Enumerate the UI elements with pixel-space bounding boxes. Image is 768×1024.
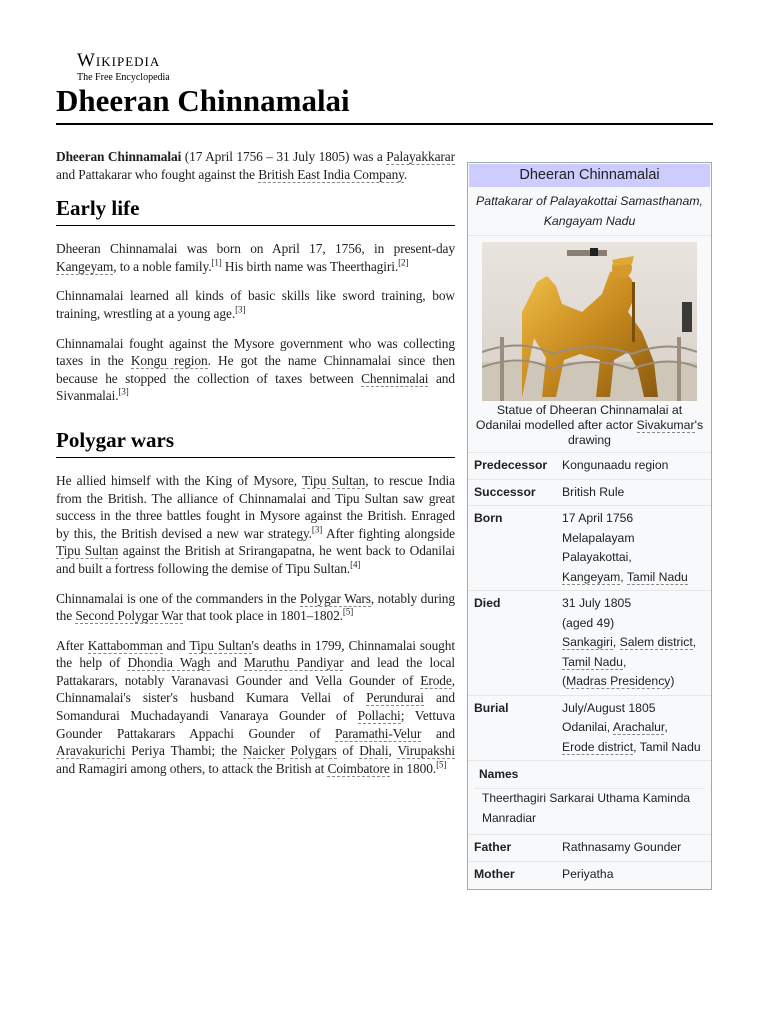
link-naicker[interactable]: Naicker — [242, 743, 285, 759]
link-british-east-india-company[interactable]: British East India Company — [258, 166, 404, 182]
link-second-polygar-war[interactable]: Second Polygar War — [75, 608, 184, 624]
link-kongu-region[interactable]: Kongu region — [130, 353, 208, 369]
link-maruthu-pandiyar[interactable]: Maruthu Pandiyar — [243, 655, 344, 671]
text: in 1800. — [389, 760, 437, 776]
link-madras-presidency[interactable]: Madras Presidency — [566, 674, 671, 688]
link-tamil-nadu[interactable]: Tamil Nadu — [562, 654, 623, 669]
wikipedia-logo[interactable] — [77, 50, 170, 84]
infobox-label: Successor — [474, 484, 536, 499]
text: , — [692, 635, 697, 649]
text: After — [56, 637, 88, 653]
citation-link[interactable]: [5] — [342, 606, 354, 617]
link-polygars[interactable]: Polygars — [290, 743, 337, 759]
citation-link[interactable]: [2] — [398, 257, 409, 268]
heading-early-life: Early life — [56, 195, 455, 226]
infobox-label: Mother — [474, 866, 515, 881]
intro-bold-name: Dheeran Chinnamalai — [56, 149, 182, 164]
text: Odanilai, — [562, 720, 613, 734]
logo-wordmark: Wikipedia — [77, 50, 161, 71]
text: Chinnamalai learned all kinds of basic skills like sword training, bow training, wrestling at a young age. — [56, 288, 455, 321]
infobox-caption — [468, 403, 711, 452]
early-life-paragraph-3 — [56, 335, 455, 405]
citation-link[interactable]: [1] — [211, 257, 222, 268]
text: ( — [562, 674, 567, 688]
link-tipu-sultan[interactable]: Tipu Sultan — [189, 637, 252, 653]
link-pollachi[interactable]: Pollachi — [357, 708, 401, 724]
link-kangeyam[interactable]: Kangeyam — [562, 569, 621, 584]
text: , — [664, 720, 668, 734]
link-tipu-sultan[interactable]: Tipu Sultan — [301, 472, 366, 488]
text: Chinnamalai fought against the Mysore government who was collecting taxes in the — [56, 335, 455, 369]
link-arachalur[interactable]: Arachalur — [612, 720, 665, 734]
text: , — [612, 635, 620, 649]
infobox-row-mother — [468, 861, 711, 890]
text: and — [421, 725, 455, 741]
born-place: Melapalayam Palayakottai, — [562, 530, 635, 564]
infobox-title: Dheeran Chinnamalai — [469, 164, 710, 187]
infobox — [467, 162, 712, 890]
text: 's deaths in 1799, Chinnamalai sought the help of — [56, 637, 455, 671]
text: Periya Thambi; the — [125, 743, 243, 759]
early-life-paragraph-1 — [56, 240, 455, 275]
infobox-subtitle: Pattakarar of Palayakottai Samasthanam, Kangayam Nadu — [468, 187, 711, 236]
died-age: (aged 49) — [562, 615, 615, 630]
infobox-row-born — [468, 505, 711, 590]
link-virupakshi[interactable]: Virupakshi — [397, 743, 456, 759]
born-region — [562, 568, 707, 588]
citation-link[interactable]: [5] — [436, 759, 447, 770]
infobox-value — [562, 509, 711, 587]
text: . He got the name Chinnamalai since then because he stopped the collection of taxes between — [56, 353, 455, 386]
polygar-paragraph-1 — [56, 472, 455, 578]
died-presidency — [562, 672, 707, 692]
link-kattabomman[interactable]: Kattabomman — [87, 637, 163, 653]
page-title: Dheeran Chinnamalai — [56, 83, 350, 118]
text: of — [336, 743, 360, 759]
link-sivakumar[interactable]: Sivakumar — [636, 418, 695, 432]
text: and Sivanmalai. — [56, 370, 455, 404]
text: and — [162, 637, 190, 653]
link-sankagiri[interactable]: Sankagiri — [562, 635, 613, 649]
citation-link[interactable]: [4] — [350, 559, 361, 570]
infobox-label: Predecessor — [474, 458, 548, 472]
text: , to rescue India from the British. The alliance of Chinnamalai and Tipu Sultan saw great success in the three battles fought in Mysore against the British. Enraged by this, the British devised a new war strategy. — [56, 472, 456, 541]
died-date: 31 July 1805 — [562, 596, 632, 610]
intro-paragraph — [56, 148, 455, 183]
text: ; Vettuva Gounder Pattakarars Appachi Gounder of — [56, 708, 455, 741]
link-chennimalai[interactable]: Chennimalai — [361, 370, 429, 386]
born-date: 17 April 1756 — [562, 511, 634, 525]
link-dhondia-wagh[interactable]: Dhondia Wagh — [127, 655, 211, 671]
infobox-row-predecessor — [468, 452, 711, 479]
text: Statue of Dheeran Chinnamalai at Odanilai modelled after actor — [475, 403, 683, 432]
infobox-value: Kongunaadu region — [562, 458, 669, 472]
burial-place — [562, 718, 707, 738]
text: and Ramagiri among others, to attack the British at — [56, 760, 328, 776]
text: . — [403, 166, 408, 182]
text: ) — [670, 674, 675, 688]
link-erode[interactable]: Erode — [420, 672, 452, 688]
text: He allied himself with the King of Mysore, — [56, 472, 302, 488]
text: Chinnamalai is one of the commanders in the — [56, 590, 300, 606]
infobox-label: Born — [474, 511, 503, 525]
polygar-paragraph-3 — [56, 637, 455, 778]
text: , notably during the — [56, 590, 456, 624]
infobox-row-burial — [468, 695, 711, 761]
text: and Somandurai Muchadayandi Vanaraya Gounder of — [56, 690, 455, 724]
link-perundurai[interactable]: Perundurai — [366, 690, 424, 706]
text: , Chinnamalai's sister's husband Kumara Vellai of — [56, 672, 455, 706]
infobox-names-label: Names — [468, 760, 711, 788]
infobox-image-wrap — [468, 236, 711, 403]
text: , to a noble family. — [113, 258, 212, 274]
burial-region — [562, 738, 707, 758]
link-dhali[interactable]: Dhali — [359, 743, 389, 759]
text: , — [622, 654, 627, 669]
text: , — [388, 743, 398, 759]
polygar-paragraph-2 — [56, 590, 455, 625]
text: and — [210, 655, 244, 671]
link-paramathi-velur[interactable]: Paramathi-Velur — [335, 725, 422, 741]
text: , Tamil Nadu — [633, 739, 701, 754]
citation-link[interactable]: [3] — [311, 524, 323, 535]
text: (17 April 1756 – 31 July 1805) was a — [181, 149, 387, 164]
text: against the British at Srirangapatna, he went back to Odanilai and built a fortress following the demise of Tipu Sultan. — [56, 543, 455, 576]
link-tipu-sultan[interactable]: Tipu Sultan — [56, 543, 119, 559]
link-tamil-nadu[interactable]: Tamil Nadu — [626, 569, 688, 584]
infobox-value — [562, 594, 711, 692]
died-place — [562, 633, 707, 672]
link-polygar-wars[interactable]: Polygar Wars — [299, 590, 371, 606]
article-body — [56, 148, 455, 789]
infobox-value: Periyatha — [562, 866, 614, 881]
text: and lead the local Pattakarars, notably Varanavasi Gounder and Vella Gounder of — [56, 655, 455, 688]
infobox-row-father — [468, 834, 711, 861]
link-kangeyam[interactable]: Kangeyam — [56, 258, 114, 274]
text: , — [620, 569, 627, 584]
title-divider — [56, 123, 713, 125]
link-salem-district[interactable]: Salem district — [619, 635, 693, 649]
heading-polygar-wars: Polygar wars — [56, 427, 455, 458]
infobox-label: Burial — [474, 700, 509, 715]
text: and Pattakarar who fought against the — [56, 166, 259, 182]
infobox-row-died — [468, 590, 711, 695]
link-palayakkarar[interactable]: Palayakkarar — [386, 149, 455, 164]
link-coimbatore[interactable]: Coimbatore — [327, 760, 390, 776]
early-life-paragraph-2 — [56, 287, 455, 322]
infobox-row-successor — [468, 479, 711, 506]
statue-image[interactable] — [482, 242, 697, 401]
link-aravakurichi[interactable]: Aravakurichi — [56, 743, 126, 759]
infobox-value: Rathnasamy Gounder — [562, 840, 682, 854]
text: that took place in 1801–1802. — [183, 608, 343, 624]
text: After fighting alongside — [322, 525, 456, 541]
logo-tagline: The Free Encyclopedia — [77, 72, 170, 83]
text: 's drawing — [567, 418, 704, 447]
link-erode-district[interactable]: Erode district — [562, 739, 634, 754]
citation-link[interactable]: [3] — [235, 304, 246, 315]
infobox-value — [562, 699, 711, 758]
text: Dheeran Chinnamalai was born on April 17, 1756, in present-day — [56, 241, 455, 257]
infobox-label: Died — [474, 596, 501, 610]
citation-link[interactable]: [3] — [118, 386, 129, 397]
burial-date: July/August 1805 — [562, 700, 656, 715]
infobox-value: British Rule — [562, 484, 625, 499]
text: His birth name was Theerthagiri. — [221, 258, 399, 274]
infobox-names-value: Theerthagiri Sarkarai Uthama Kaminda Manradiar — [474, 788, 705, 834]
infobox-label: Father — [474, 840, 512, 854]
